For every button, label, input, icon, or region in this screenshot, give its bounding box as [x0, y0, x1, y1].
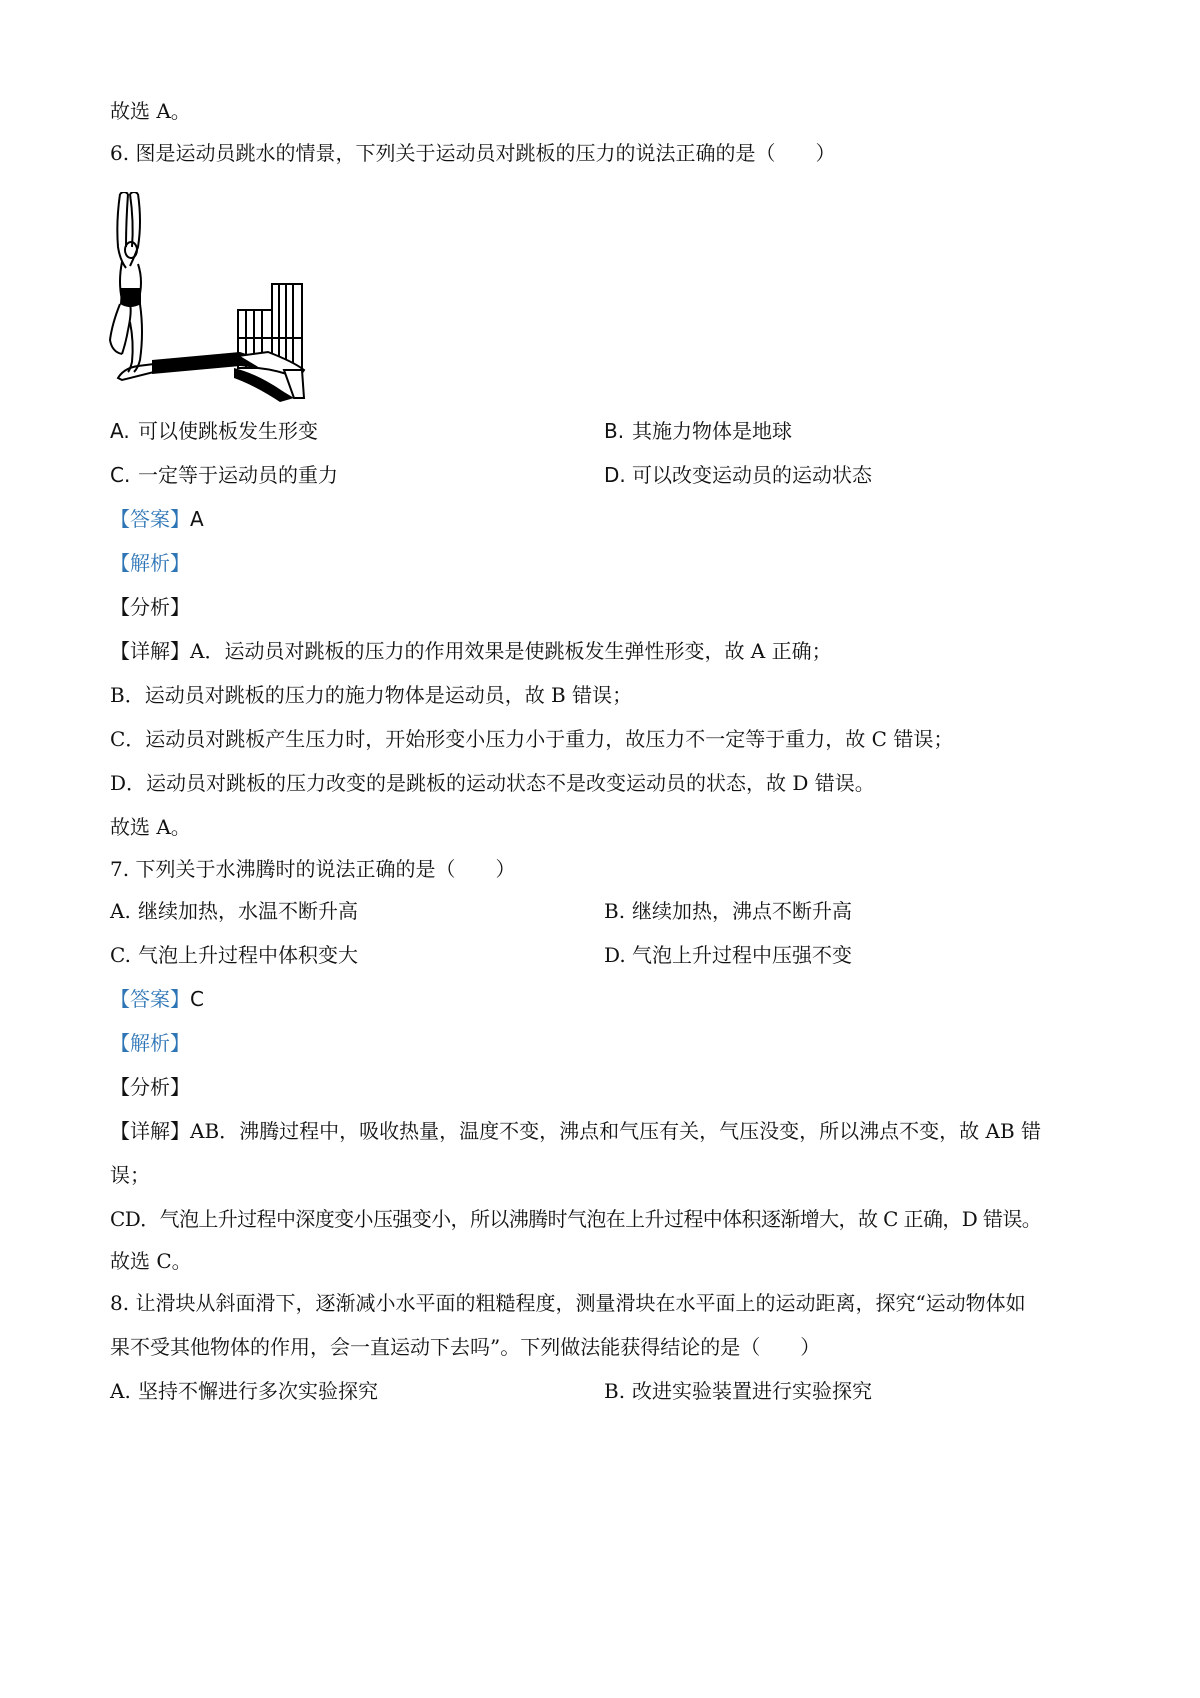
detail-label: 【详解】: [110, 1119, 190, 1143]
q7-fenxi-heading: 【分析】: [110, 1075, 190, 1099]
answer-label: 【答案】: [110, 987, 190, 1011]
detail-text: A．运动员对跳板的压力的作用效果是使跳板发生弹性形变，故 A 正确；: [190, 639, 832, 663]
option-text: 坚持不懈进行多次实验探究: [138, 1379, 378, 1403]
question-6-stem: 6. 图是运动员跳水的情景，下列关于运动员对跳板的压力的说法正确的是（ ）: [110, 141, 836, 165]
option-text: 继续加热，水温不断升高: [138, 899, 358, 923]
q7-jiexi-heading: 【解析】: [110, 1031, 190, 1055]
q6-answer: [110, 506, 204, 532]
answer-value: C: [190, 987, 204, 1011]
q7-option-c: [110, 942, 358, 968]
option-text: 气泡上升过程中体积变大: [138, 943, 358, 967]
q7-answer: [110, 986, 204, 1012]
option-letter: A.: [110, 419, 130, 443]
q6-detail-c: C．运动员对跳板产生压力时，开始形变小压力小于重力，故压力不一定等于重力，故 C 错误；: [110, 727, 954, 751]
q7-detail-ab-line2: 误；: [110, 1163, 150, 1187]
option-text: 其施力物体是地球: [632, 419, 792, 443]
option-letter: B.: [604, 419, 625, 443]
q7-detail-ab-line1: [110, 1118, 1041, 1144]
option-letter: C.: [110, 943, 131, 967]
q8-option-b: [604, 1378, 872, 1404]
q8-option-a: [110, 1378, 378, 1404]
option-text: 可以使跳板发生形变: [138, 419, 318, 443]
q6-choice: 故选 A。: [110, 815, 191, 839]
question-7-stem: 7. 下列关于水沸腾时的说法正确的是（ ）: [110, 857, 516, 881]
q6-fenxi-heading: 【分析】: [110, 595, 190, 619]
answer-value: A: [190, 507, 204, 531]
q7-choice: 故选 C。: [110, 1249, 192, 1273]
option-text: 气泡上升过程中压强不变: [632, 943, 852, 967]
detail-text: AB．沸腾过程中，吸收热量，温度不变，沸点和气压有关，气压没变，所以沸点不变，故 AB 错: [190, 1119, 1041, 1143]
option-text: 一定等于运动员的重力: [138, 463, 338, 487]
option-letter: A.: [110, 1379, 131, 1403]
q6-detail-a: [110, 638, 832, 664]
option-letter: A.: [110, 899, 131, 923]
option-letter: C.: [110, 463, 131, 487]
q6-option-b: [604, 418, 792, 444]
detail-label: 【详解】: [110, 639, 190, 663]
diver-on-springboard-icon: [108, 192, 334, 438]
option-letter: D.: [604, 463, 626, 487]
prev-answer-choice: 故选 A。: [110, 99, 191, 123]
option-text: 改进实验装置进行实验探究: [632, 1379, 872, 1403]
q6-option-d: [604, 462, 872, 488]
q7-option-a: [110, 898, 358, 924]
q7-detail-cd: CD．气泡上升过程中深度变小压强变小，所以沸腾时气泡在上升过程中体积逐渐增大，故 C 正确，D 错误。: [110, 1207, 1042, 1231]
q6-option-c: [110, 462, 338, 488]
option-letter: D.: [604, 943, 626, 967]
q6-detail-d: D．运动员对跳板的压力改变的是跳板的运动状态不是改变运动员的状态，故 D 错误。: [110, 771, 875, 795]
answer-label: 【答案】: [110, 507, 190, 531]
question-8-stem-line2: 果不受其他物体的作用，会一直运动下去吗”。下列做法能获得结论的是（ ）: [110, 1335, 821, 1359]
option-letter: B.: [604, 899, 626, 923]
q6-option-a: [110, 418, 318, 444]
q7-option-b: [604, 898, 852, 924]
q6-detail-b: B．运动员对跳板的压力的施力物体是运动员，故 B 错误；: [110, 683, 633, 707]
option-letter: B.: [604, 1379, 626, 1403]
option-text: 继续加热，沸点不断升高: [632, 899, 852, 923]
q7-option-d: [604, 942, 852, 968]
question-8-stem-line1: 8. 让滑块从斜面滑下，逐渐减小水平面的粗糙程度，测量滑块在水平面上的运动距离，探究“运动物体如: [110, 1291, 1026, 1315]
q6-jiexi-heading: 【解析】: [110, 551, 190, 575]
option-text: 可以改变运动员的运动状态: [632, 463, 872, 487]
